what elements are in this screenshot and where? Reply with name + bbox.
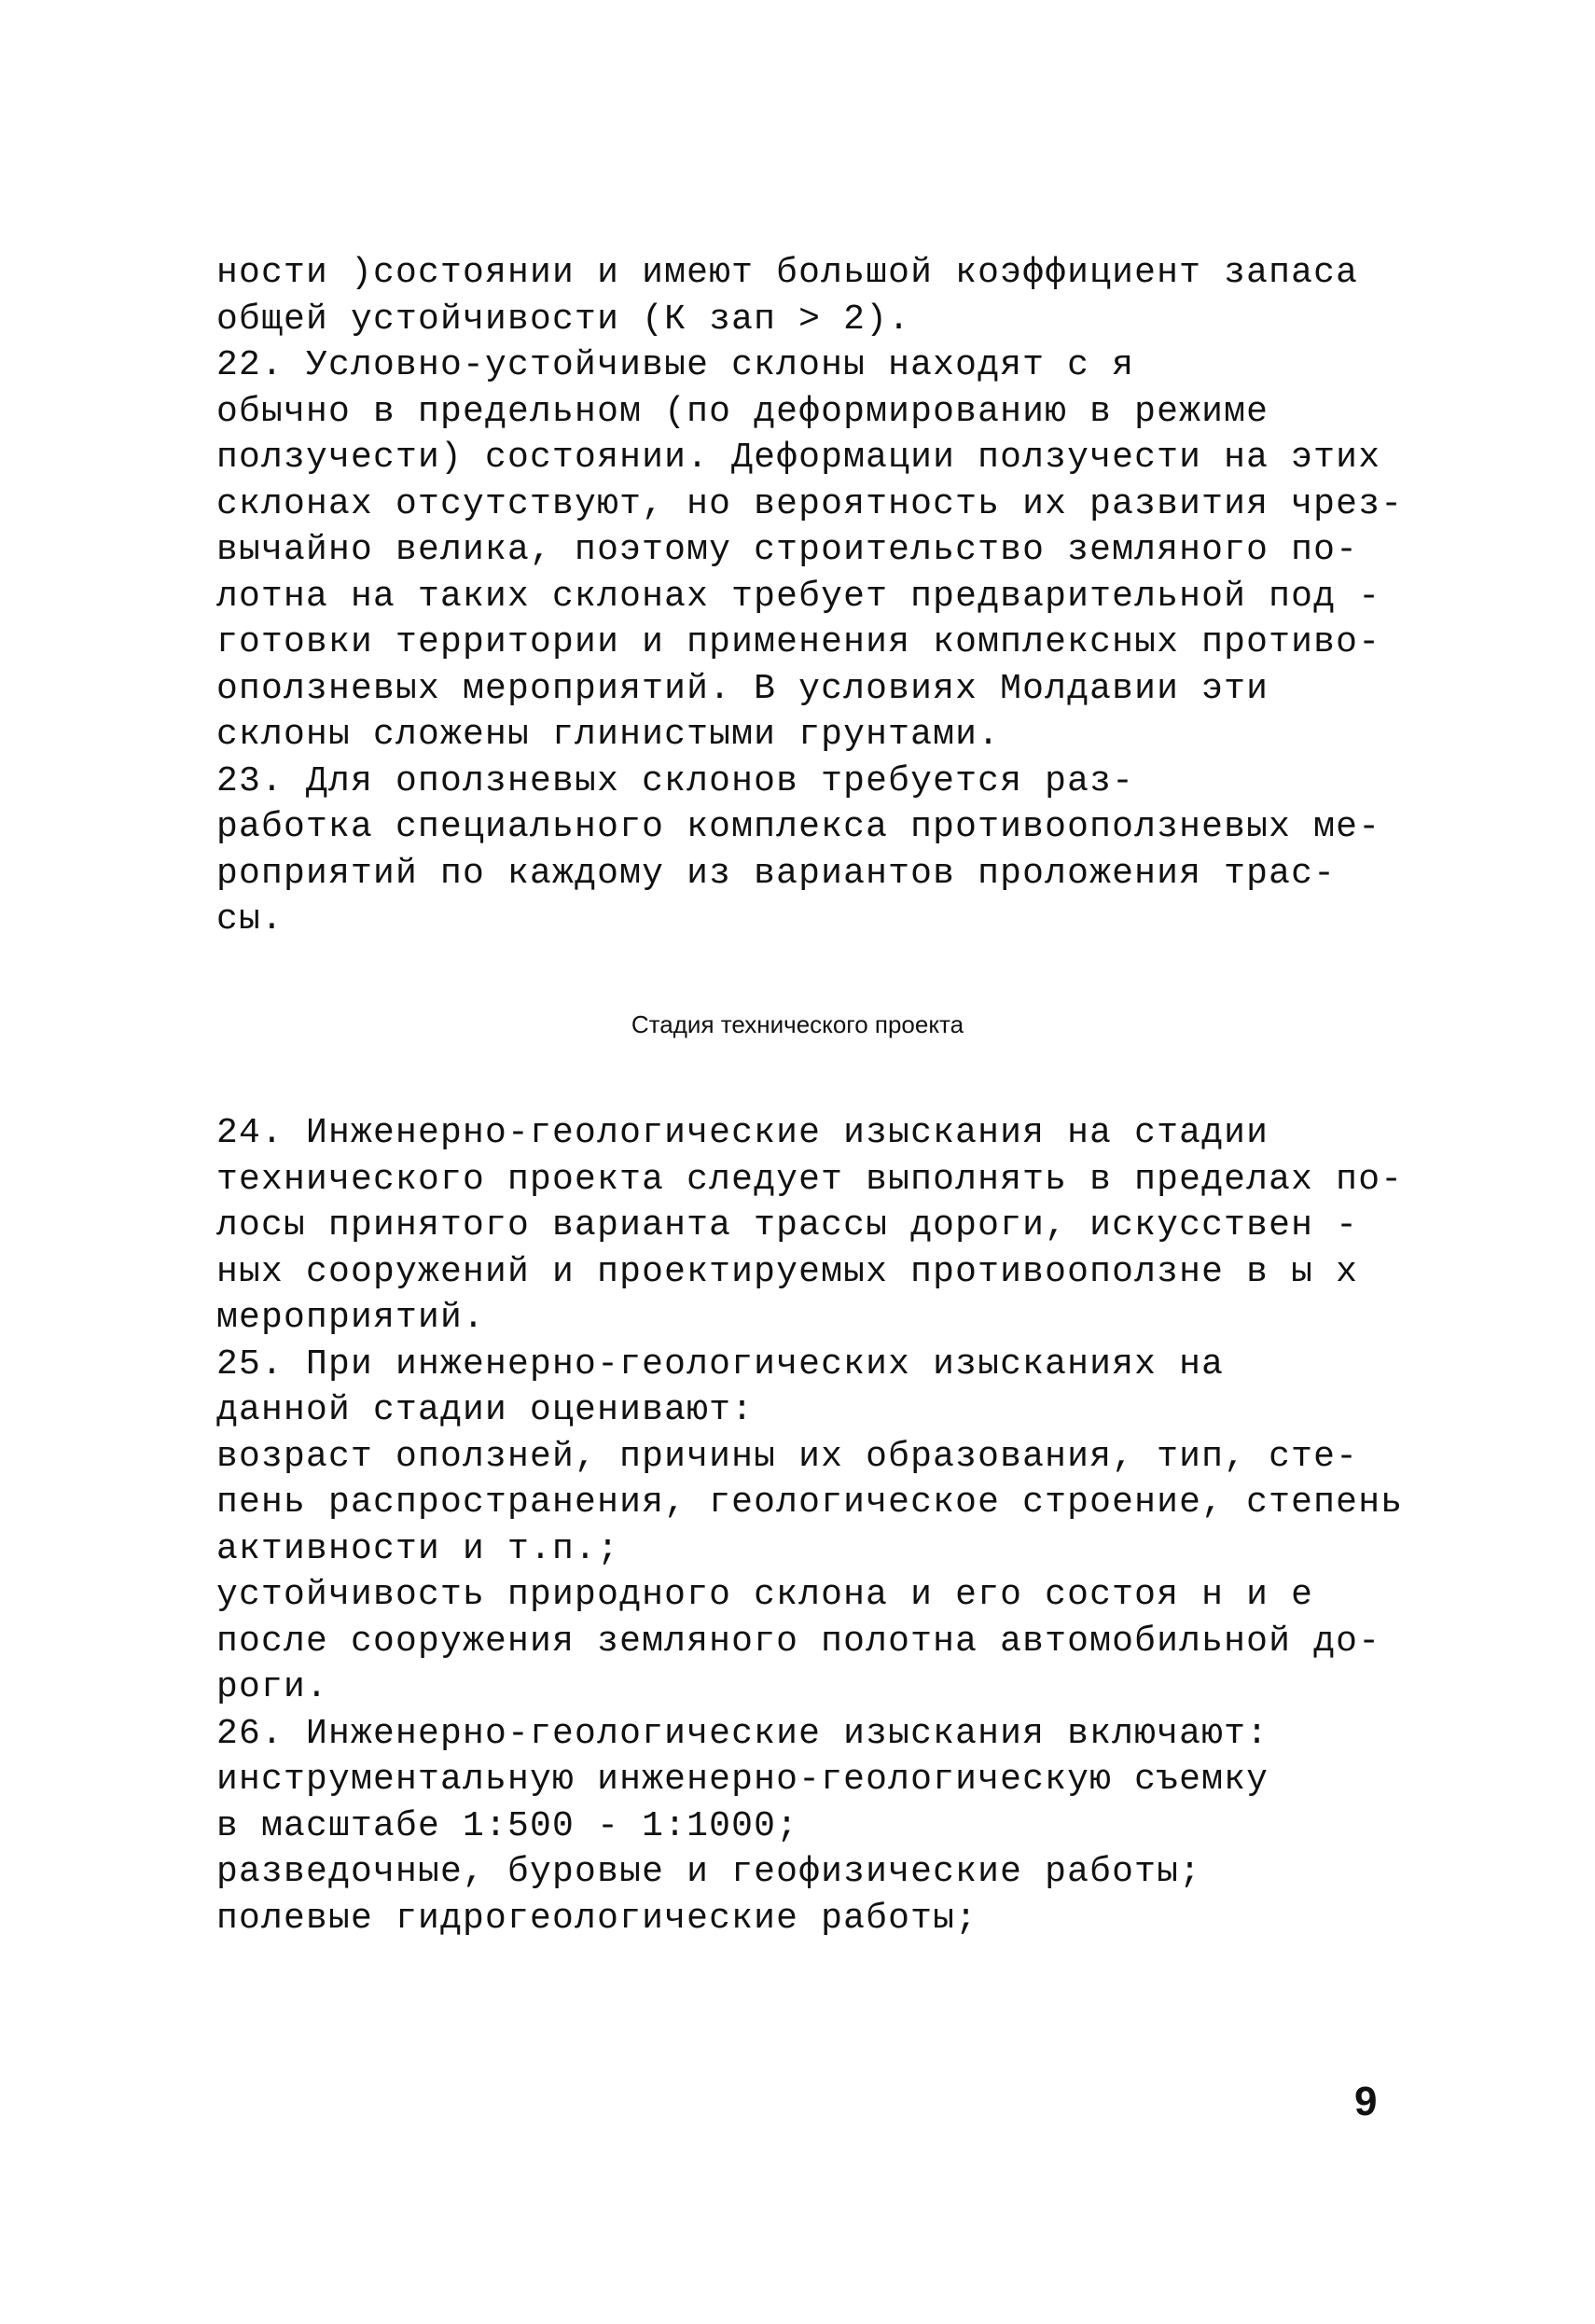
text-line: возраст оползней, причины их образования, тип, сте- <box>216 1436 1359 1477</box>
text-line: пень распространения, геологическое строение, степень <box>216 1482 1404 1523</box>
text-line: технического проекта следует выполнять в пределах по- <box>216 1159 1404 1200</box>
text-line: вычайно велика, поэтому строительство земляного по- <box>216 530 1359 570</box>
text-line: мероприятий. <box>216 1298 486 1338</box>
text-line: ползучести) состоянии. Деформации ползучести на этих <box>216 438 1381 478</box>
text-line: инструментальную инженерно-геологическую съемку <box>216 1760 1269 1800</box>
text-line: ных сооружений и проектируемых противооползне в ы х <box>216 1251 1359 1292</box>
text-line: в масштабе 1:500 - 1:1000; <box>216 1805 799 1846</box>
page-number: 9 <box>1354 2079 1378 2124</box>
text-line: устойчивость природного склона и его состоя н и е <box>216 1575 1314 1615</box>
text-line: лосы принятого варианта трассы дороги, искусствен - <box>216 1205 1359 1245</box>
text-line: роприятий по каждому из вариантов проложения трас- <box>216 853 1337 894</box>
section-heading: Стадия технического проекта <box>631 1010 964 1038</box>
paragraph-block-2 <box>216 1110 1429 1941</box>
text-line: роги. <box>216 1667 329 1707</box>
text-line: сы. <box>216 899 284 939</box>
text-line: склонах отсутствуют, но вероятность их развития чрез- <box>216 483 1404 524</box>
text-line: 26. Инженерно-геологические изыскания включают: <box>216 1713 1269 1754</box>
text-line: полевые гидрогеологические работы; <box>216 1898 978 1939</box>
text-line: 23. Для оползневых склонов требуется раз- <box>216 760 1135 801</box>
text-line: разведочные, буровые и геофизические работы; <box>216 1852 1202 1892</box>
text-line: 24. Инженерно-геологические изыскания на стадии <box>216 1113 1269 1153</box>
text-line: активности и т.п.; <box>216 1528 620 1569</box>
text-line: лотна на таких склонах требует предварительной под - <box>216 576 1381 617</box>
text-line: ности )состоянии и имеют большой коэффициент запаса <box>216 253 1359 293</box>
text-line: данной стадии оценивают: <box>216 1390 755 1430</box>
text-line: оползневых мероприятий. В условиях Молдавии эти <box>216 668 1269 709</box>
text-line: склоны сложены глинистыми грунтами. <box>216 715 1001 755</box>
text-line: 22. Условно-устойчивые склоны находят с я <box>216 345 1135 385</box>
text-line: обычно в предельном (по деформированию в режиме <box>216 391 1269 432</box>
text-line: готовки территории и применения комплексных противо- <box>216 622 1381 662</box>
text-line: работка специального комплекса противооползневых ме- <box>216 807 1381 847</box>
paragraph-block-1 <box>216 250 1429 943</box>
text-line: 25. При инженерно-геологических изысканиях на <box>216 1343 1225 1385</box>
text-line: после сооружения земляного полотна автомобильной до- <box>216 1621 1381 1662</box>
text-line: общей устойчивости (К зап > 2). <box>216 299 911 340</box>
